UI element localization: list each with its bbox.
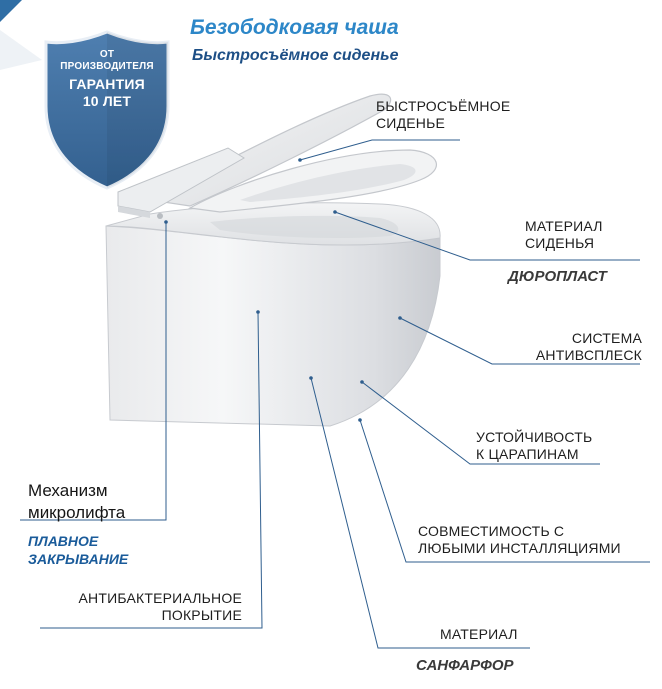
badge-line-2: ПРОИЗВОДИТЕЛЯ [60, 61, 154, 72]
badge-line-1: ОТ [99, 49, 115, 60]
label-compat-line-1: СОВМЕСТИМОСТЬ С [418, 523, 565, 539]
label-microlift [28, 480, 125, 524]
label-quick-seat [376, 98, 510, 132]
label-antibacterial-line-2: ПОКРЫТИЕ [161, 607, 242, 623]
label-scratch-line-2: К ЦАРАПИНАМ [476, 446, 579, 462]
label-microlift-line-1: Механизм [28, 481, 108, 500]
label-compat [418, 523, 621, 557]
label-sanfarfor: САНФАРФОР [416, 657, 514, 674]
label-duroplast: ДЮРОПЛАСТ [508, 268, 607, 285]
label-soft-close-line-1: ПЛАВНОЕ [28, 533, 99, 549]
label-compat-line-2: ЛЮБЫМИ ИНСТАЛЛЯЦИЯМИ [418, 540, 621, 556]
label-quick-seat-line-1: БЫСТРОСЪЁМНОЕ [376, 98, 511, 114]
badge-line-3: ГАРАНТИЯ [69, 76, 145, 92]
label-material: МАТЕРИАЛ [440, 626, 518, 642]
page-title: Безободковая чаша [190, 16, 399, 39]
label-antisplash [536, 330, 642, 364]
label-soft-close-line-2: ЗАКРЫВАНИЕ [28, 551, 129, 567]
label-antibacterial-line-1: АНТИБАКТЕРИАЛЬНОЕ [78, 590, 242, 606]
label-quick-seat-line-2: СИДЕНЬЕ [376, 115, 446, 131]
label-soft-close [28, 532, 128, 568]
label-antibacterial [40, 590, 242, 624]
label-scratch [476, 429, 592, 463]
label-microlift-line-2: микролифта [28, 503, 126, 522]
label-seat-material-line-2: СИДЕНЬЯ [525, 235, 595, 251]
label-antisplash-line-2: АНТИВСПЛЕСК [535, 347, 642, 363]
label-scratch-line-1: УСТОЙЧИВОСТЬ [476, 429, 593, 445]
badge-line-4: 10 ЛЕТ [82, 93, 132, 109]
label-seat-material [525, 218, 603, 252]
label-seat-material-line-1: МАТЕРИАЛ [525, 218, 603, 234]
label-antisplash-line-1: СИСТЕМА [571, 330, 642, 346]
page-subtitle: Быстросъёмное сиденье [192, 47, 399, 64]
